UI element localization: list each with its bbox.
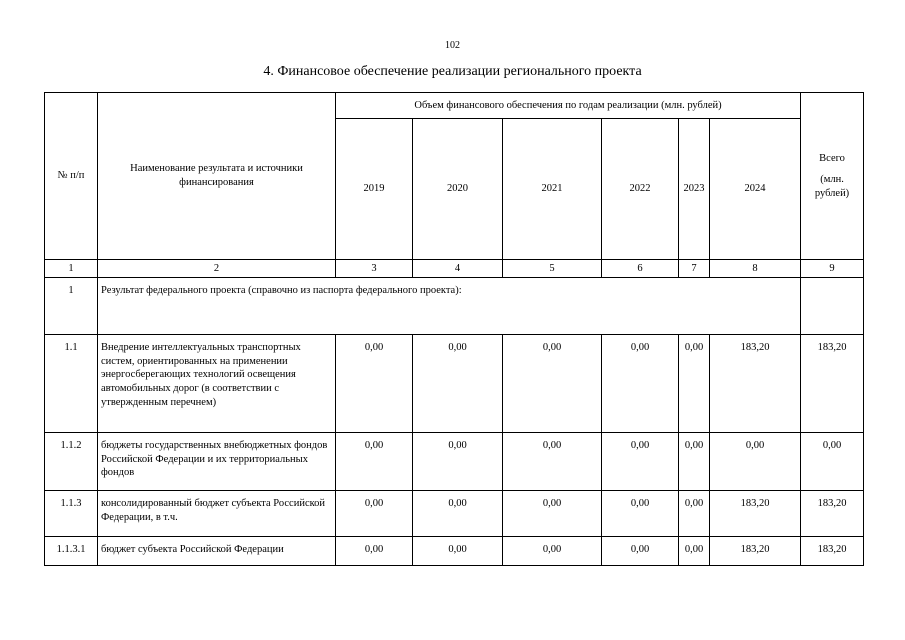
row-value: 183,20 bbox=[710, 537, 801, 566]
row-value: 0,00 bbox=[413, 433, 503, 491]
header-year-2023: 2023 bbox=[679, 119, 710, 260]
row-value: 0,00 bbox=[413, 335, 503, 433]
column-number: 8 bbox=[710, 260, 801, 278]
row-value: 0,00 bbox=[602, 335, 679, 433]
header-year-2019: 2019 bbox=[336, 119, 413, 260]
row-no: 1.1.3 bbox=[45, 491, 98, 537]
row-value: 0,00 bbox=[503, 433, 602, 491]
table-row bbox=[45, 537, 864, 566]
header-total-line2: (млн. рублей) bbox=[814, 174, 850, 199]
row-value: 183,20 bbox=[710, 335, 801, 433]
page-number: 102 bbox=[445, 40, 460, 51]
header-name: Наименование результата и источники финансирования bbox=[98, 93, 336, 260]
row-value: 0,00 bbox=[336, 335, 413, 433]
section-row-text: Результат федерального проекта (справочно из паспорта федерального проекта): bbox=[98, 278, 801, 335]
column-number: 2 bbox=[98, 260, 336, 278]
header-year-2024: 2024 bbox=[710, 119, 801, 260]
row-value: 0,00 bbox=[602, 433, 679, 491]
row-value: 0,00 bbox=[336, 433, 413, 491]
column-number: 9 bbox=[801, 260, 864, 278]
row-value: 0,00 bbox=[413, 491, 503, 537]
row-value: 0,00 bbox=[602, 491, 679, 537]
financing-table bbox=[44, 92, 864, 566]
row-value: 0,00 bbox=[413, 537, 503, 566]
row-total: 183,20 bbox=[801, 335, 864, 433]
header-total bbox=[801, 93, 864, 260]
row-no: 1.1.2 bbox=[45, 433, 98, 491]
row-no: 1 bbox=[45, 278, 98, 335]
column-number: 4 bbox=[413, 260, 503, 278]
row-value: 0,00 bbox=[336, 537, 413, 566]
row-name: консолидированный бюджет субъекта Российской Федерации, в т.ч. bbox=[98, 491, 336, 537]
row-total: 183,20 bbox=[801, 491, 864, 537]
header-year-2021: 2021 bbox=[503, 119, 602, 260]
row-value: 0,00 bbox=[679, 491, 710, 537]
column-number: 3 bbox=[336, 260, 413, 278]
column-number-row bbox=[45, 260, 864, 278]
row-value: 0,00 bbox=[336, 491, 413, 537]
row-name: Внедрение интеллектуальных транспортных систем, ориентированных на применении энергосберегающих технологий освещения автомобильных дорог (в соответствии с утвержденным перечнем) bbox=[98, 335, 336, 433]
section-row bbox=[45, 278, 864, 335]
section-title: 4. Финансовое обеспечение реализации регионального проекта bbox=[263, 64, 642, 79]
column-number: 5 bbox=[503, 260, 602, 278]
row-name: бюджет субъекта Российской Федерации bbox=[98, 537, 336, 566]
row-value: 0,00 bbox=[503, 537, 602, 566]
row-value: 0,00 bbox=[602, 537, 679, 566]
row-total: 0,00 bbox=[801, 433, 864, 491]
row-value: 0,00 bbox=[679, 537, 710, 566]
column-number: 7 bbox=[679, 260, 710, 278]
table-row bbox=[45, 335, 864, 433]
row-value: 0,00 bbox=[503, 335, 602, 433]
column-number: 1 bbox=[45, 260, 98, 278]
row-value: 0,00 bbox=[679, 433, 710, 491]
header-year-2020: 2020 bbox=[413, 119, 503, 260]
row-total: 183,20 bbox=[801, 537, 864, 566]
row-value: 0,00 bbox=[679, 335, 710, 433]
row-no: 1.1.3.1 bbox=[45, 537, 98, 566]
header-funding-group: Объем финансового обеспечения по годам реализации (млн. рублей) bbox=[336, 93, 801, 119]
row-value: 0,00 bbox=[710, 433, 801, 491]
table-row bbox=[45, 491, 864, 537]
column-number: 6 bbox=[602, 260, 679, 278]
row-name: бюджеты государственных внебюджетных фондов Российской Федерации и их территориальных фондов bbox=[98, 433, 336, 491]
row-no: 1.1 bbox=[45, 335, 98, 433]
table-row bbox=[45, 433, 864, 491]
section-row-total bbox=[801, 278, 864, 335]
header-total-line1: Всего bbox=[819, 152, 845, 164]
header-year-2022: 2022 bbox=[602, 119, 679, 260]
row-value: 0,00 bbox=[503, 491, 602, 537]
header-no: № п/п bbox=[45, 93, 98, 260]
row-value: 183,20 bbox=[710, 491, 801, 537]
